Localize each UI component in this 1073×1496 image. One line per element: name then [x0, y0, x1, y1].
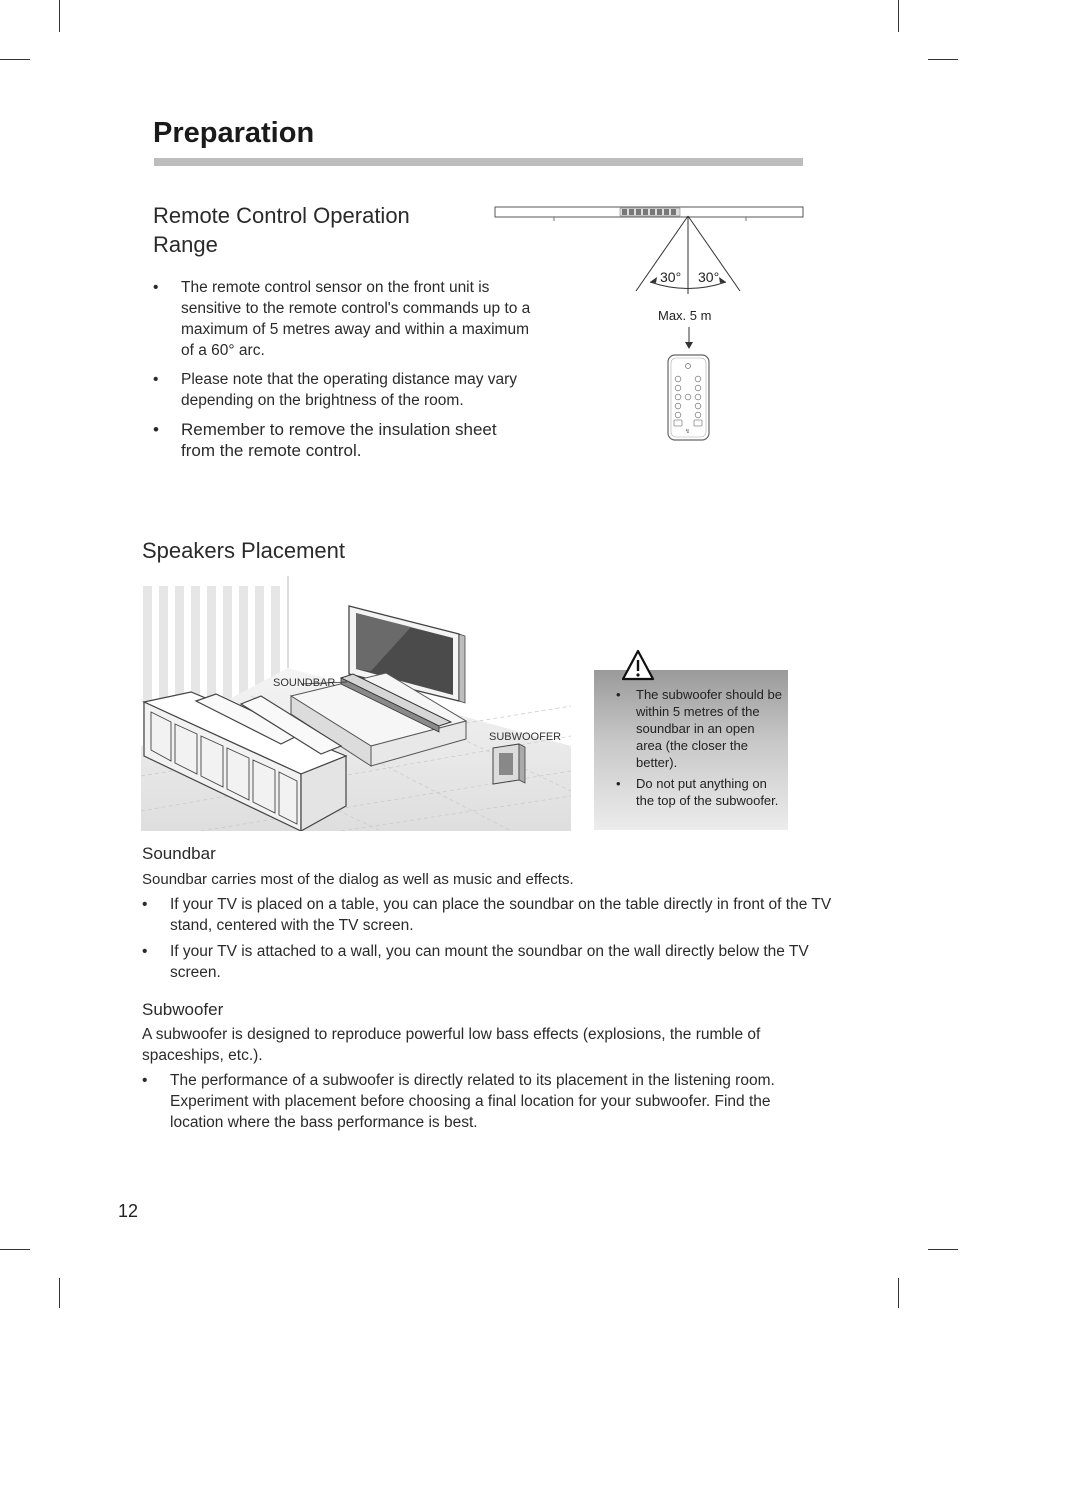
remote-heading: [153, 201, 410, 259]
display-panel: [620, 208, 680, 216]
crop-mark: [0, 1249, 30, 1250]
list-item: [142, 1070, 802, 1133]
list-item: [608, 686, 784, 771]
soundbar-bullet-text: If your TV is placed on a table, you can place the soundbar on the table directly in front of the TV stand, centered with the TV screen.: [170, 896, 832, 934]
subwoofer-heading: Subwoofer: [142, 1000, 224, 1019]
remote-control-icon: [668, 355, 709, 440]
warning-bullet-text: Do not put anything on the top of the subwoofer.: [636, 776, 779, 808]
list-item: [142, 941, 832, 983]
crop-mark: [928, 59, 958, 60]
page-number: 12: [118, 1201, 139, 1221]
bullet-glyph: •: [153, 420, 159, 439]
subwoofer-bullet-list: [142, 1070, 802, 1133]
angle-right-label: 30°: [698, 269, 720, 285]
soundbar-heading: Soundbar: [142, 844, 216, 863]
distance-label: Max. 5 m: [658, 308, 712, 323]
crop-mark: [898, 0, 899, 32]
crop-mark: [898, 1278, 899, 1308]
bullet-glyph: •: [142, 896, 148, 913]
bullet-glyph: •: [153, 279, 159, 296]
remote-bullet-text: The remote control sensor on the front unit is sensitive to the remote control's commands up to a maximum of 5 metres away and within a maximum of a 60° arc.: [181, 279, 531, 359]
bullet-glyph: •: [142, 1072, 148, 1089]
bullet-glyph: •: [153, 371, 159, 388]
speakers-heading: Speakers Placement: [142, 538, 345, 563]
remote-heading-line1: Remote Control Operation: [153, 203, 410, 228]
title-rule: [154, 158, 803, 166]
subwoofer-intro: A subwoofer is designed to reproduce powerful low bass effects (explosions, the rumble of spaceships, etc.).: [142, 1026, 761, 1064]
angle-left-label: 30°: [660, 269, 682, 285]
remote-bullet-list: [153, 277, 533, 461]
warning-bullet-list: [608, 686, 784, 809]
list-item: [142, 894, 832, 936]
list-item: [608, 775, 784, 809]
subwoofer-bullet-text: The performance of a subwoofer is directly related to its placement in the listening room. Experiment with placement before choosing a final location for your subwoofer. Find the location where the bass performance is best.: [170, 1072, 775, 1131]
bullet-glyph: •: [616, 776, 621, 791]
subwoofer-illustration: [493, 744, 525, 784]
subwoofer-label: SUBWOOFER: [489, 731, 562, 743]
crop-mark: [59, 0, 60, 32]
crop-mark: [0, 59, 30, 60]
page-title: Preparation: [153, 117, 315, 149]
crop-mark: [59, 1278, 60, 1308]
remote-bullet-text: Remember to remove the insulation sheet from the remote control.: [181, 420, 497, 460]
remote-bullet-text: Please note that the operating distance may vary depending on the brightness of the room.: [181, 371, 518, 409]
warning-triangle-icon: [621, 648, 655, 682]
warning-bullet-text: The subwoofer should be within 5 metres of the soundbar in an open area (the closer the better).: [636, 687, 782, 770]
list-item: [153, 369, 533, 411]
warning-callout: [594, 670, 788, 830]
bullet-glyph: •: [142, 943, 148, 960]
soundbar-bullet-list: [142, 894, 832, 983]
remote-range-diagram: [490, 200, 810, 450]
speakers-placement-illustration: [141, 576, 571, 831]
soundbar-label: SOUNDBAR: [273, 677, 336, 689]
soundbar-bullet-text: If your TV is attached to a wall, you can mount the soundbar on the wall directly below the TV screen.: [170, 943, 809, 981]
list-item: [153, 419, 533, 461]
arrow-head-right: [719, 277, 726, 283]
arrow-head-left: [650, 277, 657, 283]
svg-text:↯: ↯: [685, 429, 691, 435]
list-item: [153, 277, 533, 361]
bullet-glyph: •: [616, 687, 621, 702]
crop-mark: [928, 1249, 958, 1250]
soundbar-intro: Soundbar carries most of the dialog as well as music and effects.: [142, 871, 574, 888]
remote-heading-line2: Range: [153, 232, 218, 257]
